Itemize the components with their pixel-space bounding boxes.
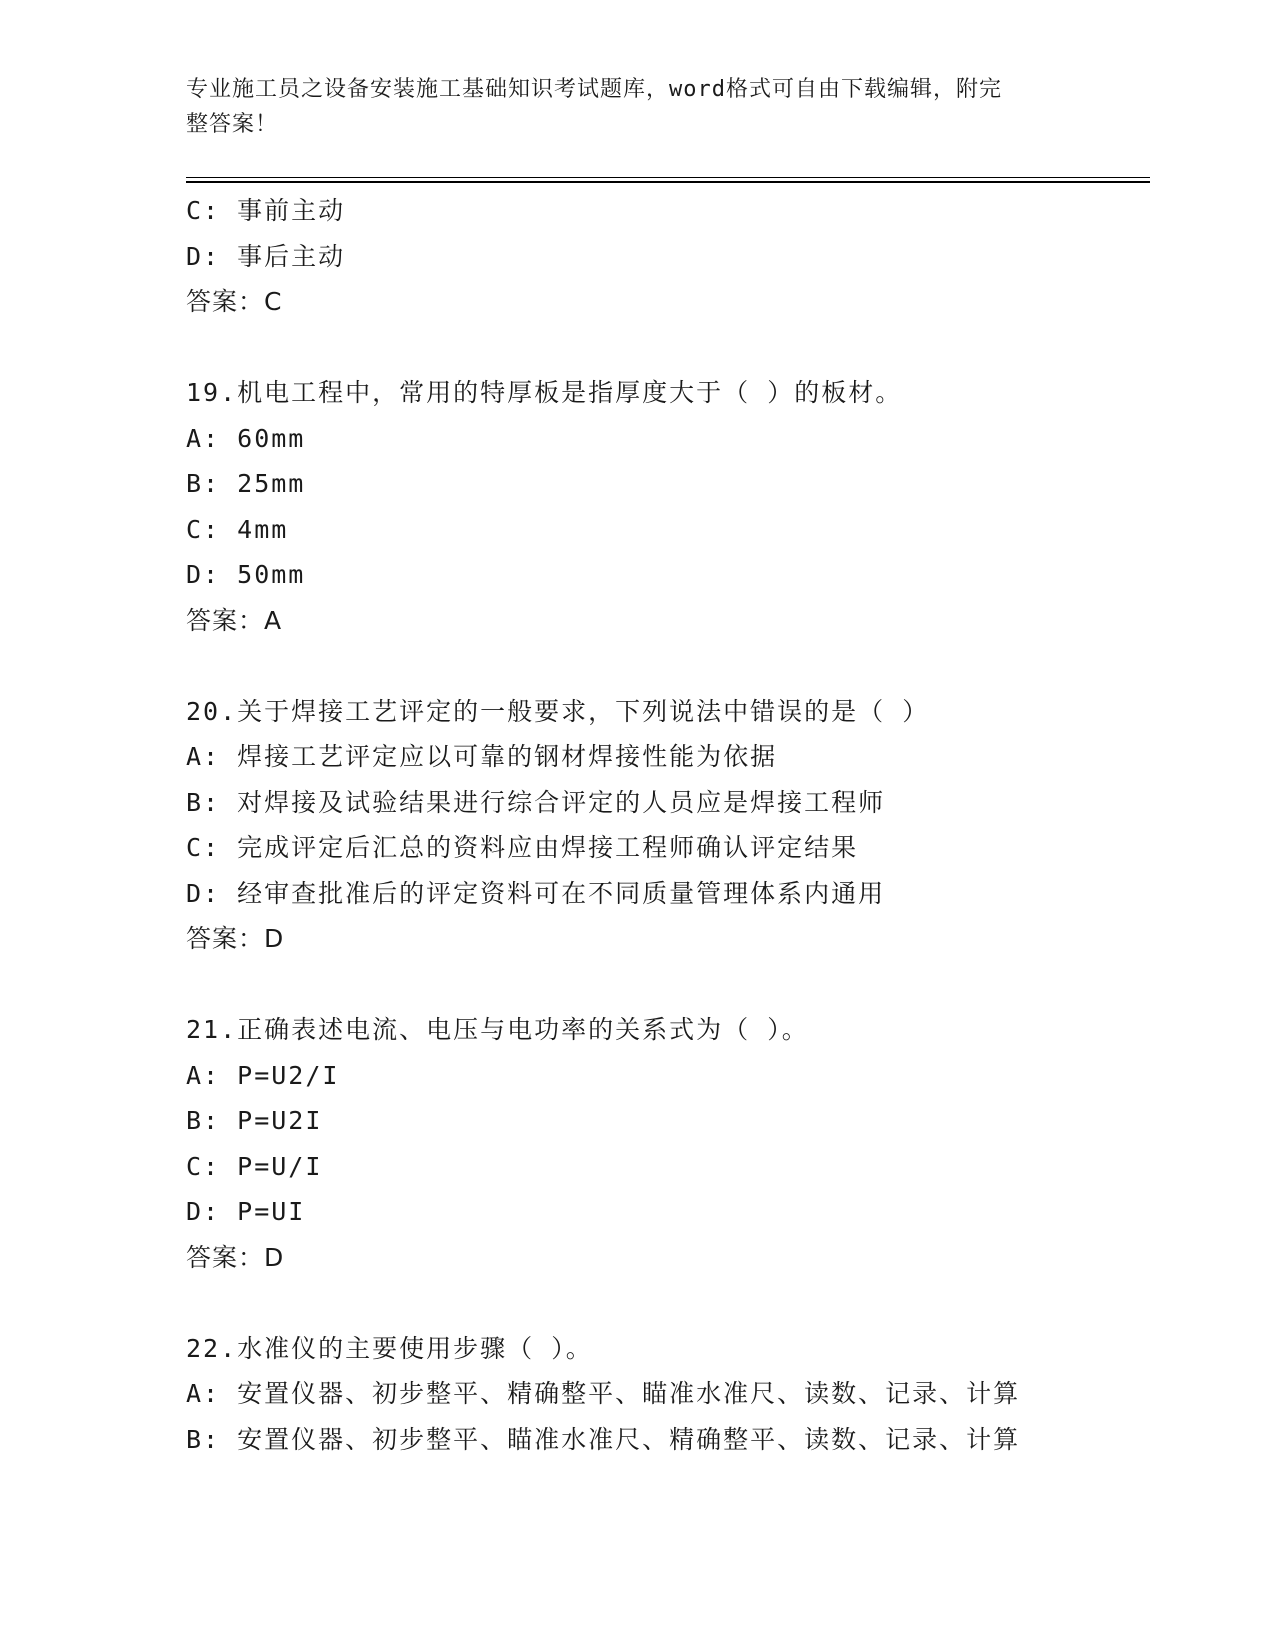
option-d: D: 50mm bbox=[186, 560, 306, 589]
answer: 答案：A bbox=[186, 605, 283, 635]
option-a: A: 60mm bbox=[186, 423, 306, 453]
option-d: D: 经审查批准后的评定资料可在不同质量管理体系内通用 bbox=[186, 878, 886, 908]
question-stem: 21.正确表述电流、电压与电功率的关系式为（ ）。 bbox=[186, 1015, 809, 1044]
option-d: D: 事后主动 bbox=[186, 241, 346, 271]
option-b: B: 安置仪器、初步整平、瞄准水准尺、精确整平、读数、记录、计算 bbox=[186, 1424, 1021, 1454]
option-c: C: 4mm bbox=[186, 514, 289, 544]
header-divider-thick bbox=[186, 181, 1150, 183]
option-b: B: P=U2I bbox=[186, 1106, 323, 1135]
option-c: C: 事前主动 bbox=[186, 196, 346, 225]
option-b: B: 对焊接及试验结果进行综合评定的人员应是焊接工程师 bbox=[186, 787, 886, 817]
question-stem: 22.水准仪的主要使用步骤（ ）。 bbox=[186, 1333, 593, 1363]
header-title-line-1: 专业施工员之设备安装施工基础知识考试题库，word格式可自由下载编辑，附完 bbox=[186, 77, 1002, 102]
option-d: D: P=UI bbox=[186, 1197, 306, 1226]
option-a: A: 焊接工艺评定应以可靠的钢材焊接性能为依据 bbox=[186, 742, 778, 771]
option-c: C: 完成评定后汇总的资料应由焊接工程师确认评定结果 bbox=[186, 833, 859, 862]
option-c: C: P=U/I bbox=[186, 1151, 323, 1181]
question-stem: 19.机电工程中，常用的特厚板是指厚度大于（ ）的板材。 bbox=[186, 378, 903, 407]
header-title-line-2: 整答案！ bbox=[186, 112, 279, 137]
header-divider-thin bbox=[186, 177, 1150, 178]
answer: 答案：D bbox=[186, 1242, 285, 1272]
answer: 答案：C bbox=[186, 287, 283, 316]
option-a: A: P=U2/I bbox=[186, 1060, 340, 1090]
option-b: B: 25mm bbox=[186, 469, 306, 498]
continued-question bbox=[186, 188, 1150, 325]
document-header bbox=[186, 72, 1066, 142]
question-22 bbox=[186, 1326, 1150, 1463]
answer: 答案：D bbox=[186, 924, 285, 953]
question-list bbox=[186, 188, 1150, 1462]
question-20 bbox=[186, 689, 1150, 962]
option-a: A: 安置仪器、初步整平、精确整平、瞄准水准尺、读数、记录、计算 bbox=[186, 1379, 1021, 1408]
question-stem: 20.关于焊接工艺评定的一般要求，下列说法中错误的是（ ） bbox=[186, 696, 930, 726]
question-21 bbox=[186, 1007, 1150, 1280]
question-19 bbox=[186, 370, 1150, 643]
